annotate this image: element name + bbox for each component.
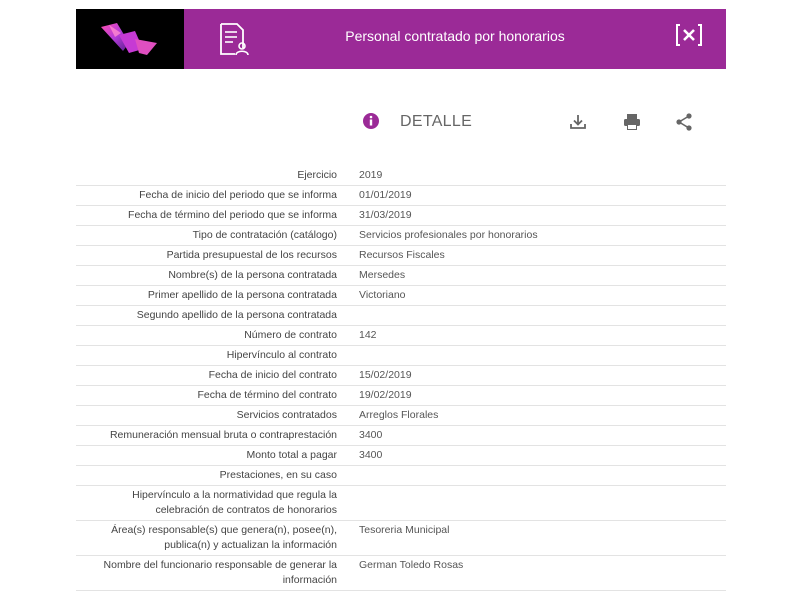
- field-value: 3400: [359, 429, 383, 441]
- field-value: Servicios profesionales por honorarios: [359, 229, 538, 241]
- field-value: Arreglos Florales: [359, 409, 439, 421]
- field-value: Tesoreria Municipal: [359, 524, 450, 536]
- field-label: Ejercicio: [297, 169, 337, 181]
- info-icon: [362, 112, 380, 130]
- table-row: [76, 466, 726, 486]
- table-row: [76, 226, 726, 246]
- field-label: Servicios contratados: [236, 409, 337, 421]
- field-value: [337, 466, 726, 485]
- table-row: [76, 186, 726, 206]
- detail-heading: DETALLE: [400, 113, 473, 130]
- table-row: [76, 486, 726, 521]
- field-value: 142: [359, 329, 377, 341]
- table-row: [76, 306, 726, 326]
- table-row: [76, 366, 726, 386]
- table-row: [76, 246, 726, 266]
- table-row: [76, 326, 726, 346]
- field-label: Fecha de término del contrato: [197, 389, 337, 401]
- field-label: Remuneración mensual bruta o contraprestación: [109, 429, 337, 441]
- field-value: [337, 486, 726, 520]
- document-user-icon: [208, 9, 258, 69]
- print-icon[interactable]: [622, 112, 642, 132]
- table-row: [76, 521, 726, 556]
- table-row: [76, 266, 726, 286]
- detail-toolbar: [360, 108, 700, 136]
- table-row: [76, 556, 726, 591]
- field-label: Partida presupuestal de los recursos: [166, 249, 337, 261]
- field-label: Número de contrato: [244, 329, 337, 341]
- close-button[interactable]: [674, 22, 704, 48]
- field-label: Fecha de inicio del contrato: [208, 369, 337, 381]
- field-value: Victoriano: [359, 289, 406, 301]
- share-icon[interactable]: [674, 112, 694, 132]
- table-row: [76, 386, 726, 406]
- field-label: Fecha de término del periodo que se informa: [128, 209, 337, 221]
- field-label: Monto total a pagar: [246, 449, 337, 461]
- header-bar: [76, 9, 726, 69]
- table-row: [76, 286, 726, 306]
- field-value: 2019: [359, 169, 383, 181]
- field-label: Nombre del funcionario responsable de generar la información: [103, 559, 337, 586]
- field-value: 3400: [359, 449, 383, 461]
- field-value: German Toledo Rosas: [359, 559, 464, 571]
- field-value: 19/02/2019: [359, 389, 412, 401]
- field-value: 01/01/2019: [359, 189, 412, 201]
- detail-table: [76, 166, 726, 591]
- table-row: [76, 166, 726, 186]
- field-label: Hipervínculo a la normatividad que regula la celebración de contratos de honorarios: [132, 489, 337, 516]
- table-row: [76, 206, 726, 226]
- table-row: [76, 406, 726, 426]
- table-row: [76, 426, 726, 446]
- logo: [76, 9, 184, 69]
- field-label: Tipo de contratación (catálogo): [192, 229, 337, 241]
- table-row: [76, 446, 726, 466]
- field-value: [337, 306, 726, 325]
- field-value: [337, 346, 726, 365]
- field-value: 15/02/2019: [359, 369, 412, 381]
- logo-mark-icon: [99, 21, 161, 57]
- field-value: Mersedes: [359, 269, 406, 281]
- field-label: Segundo apellido de la persona contratada: [136, 309, 337, 321]
- field-value: 31/03/2019: [359, 209, 412, 221]
- close-icon: [675, 23, 703, 47]
- table-row: [76, 346, 726, 366]
- field-label: Hipervínculo al contrato: [226, 349, 337, 361]
- page-title: Personal contratado por honorarios: [345, 28, 565, 44]
- field-label: Área(s) responsable(s) que genera(n), posee(n), publica(n) y actualizan la información: [111, 524, 337, 551]
- download-icon[interactable]: [568, 112, 588, 132]
- field-label: Fecha de inicio del periodo que se informa: [139, 189, 337, 201]
- field-label: Primer apellido de la persona contratada: [147, 289, 337, 301]
- field-label: Nombre(s) de la persona contratada: [168, 269, 337, 281]
- field-label: Prestaciones, en su caso: [219, 469, 337, 481]
- field-value: Recursos Fiscales: [359, 249, 445, 261]
